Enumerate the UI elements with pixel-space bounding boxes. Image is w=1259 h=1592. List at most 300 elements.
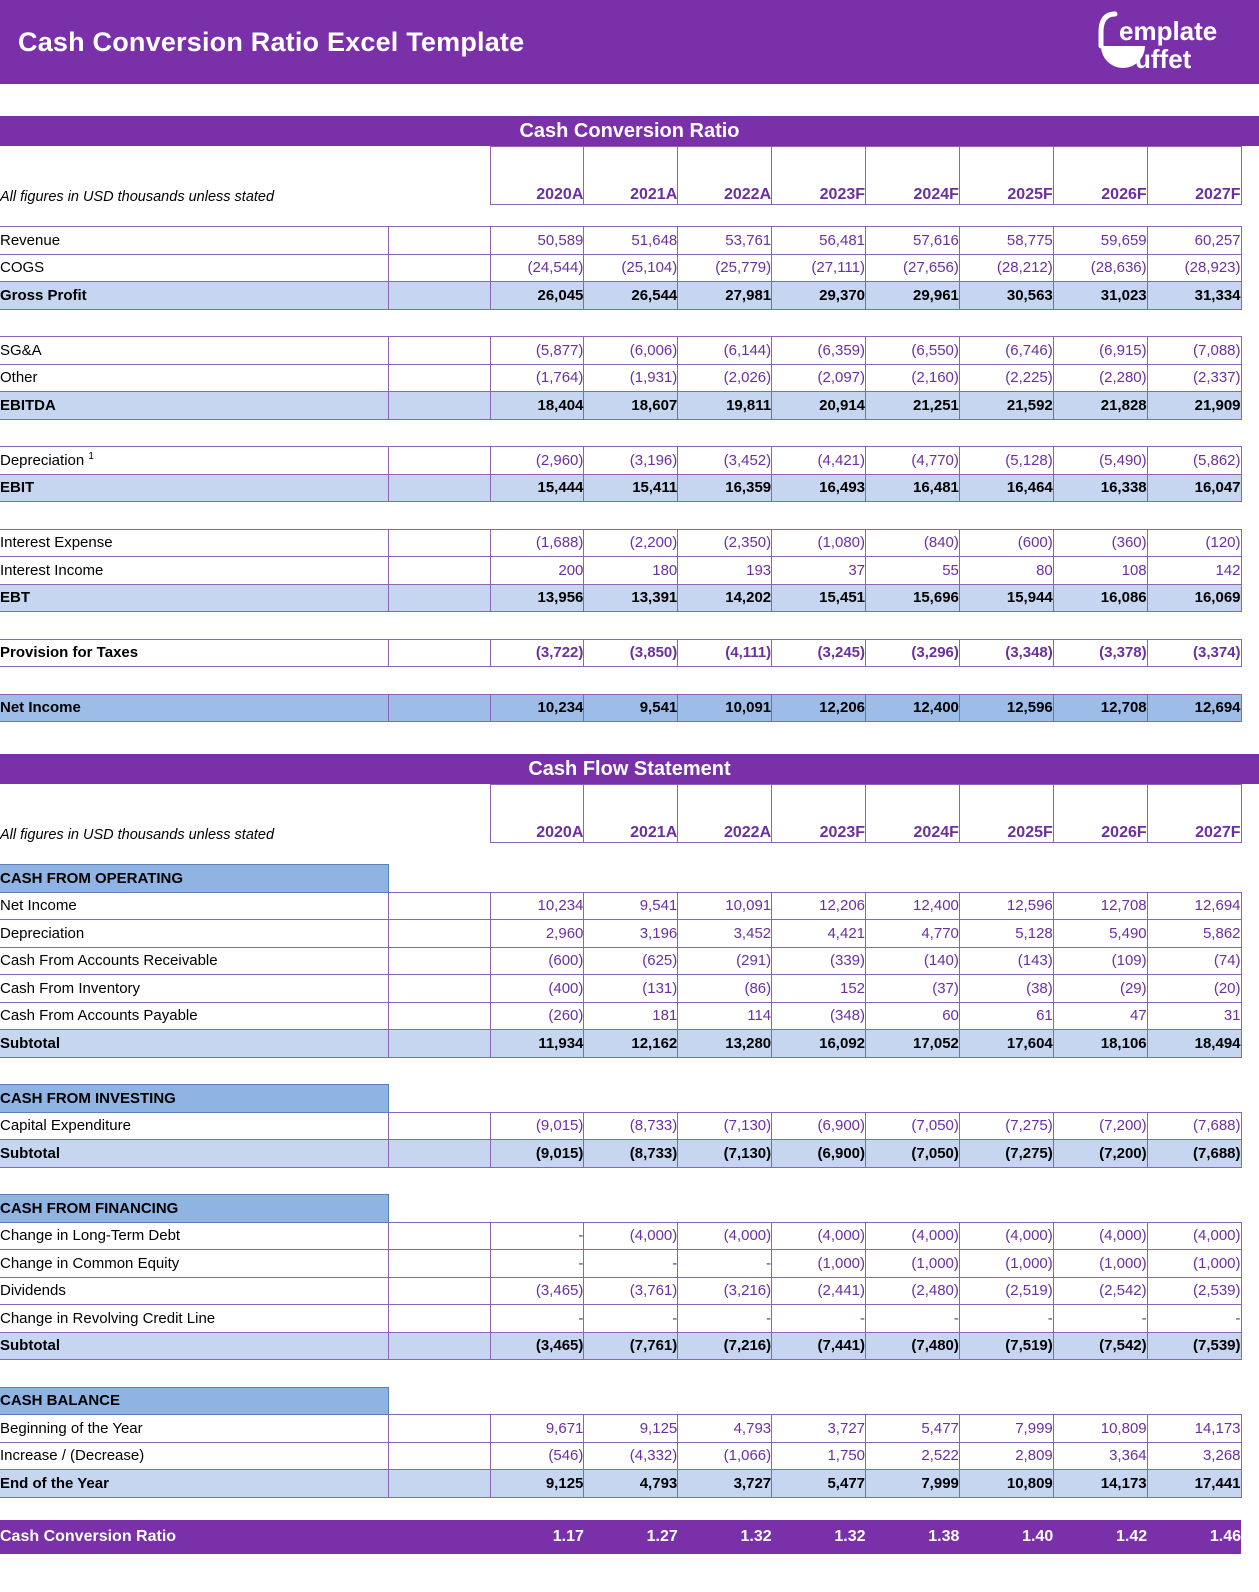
value-cell: (29) [1053, 975, 1147, 1003]
value-cell: 9,671 [490, 1415, 584, 1443]
section-header-filler [388, 1387, 1241, 1415]
logo-text-line1: emplate [1119, 16, 1218, 46]
spacer-column-cell [388, 892, 490, 920]
value-cell: (3,452) [678, 447, 772, 475]
value-cell: (28,212) [959, 254, 1053, 282]
value-cell: (2,026) [678, 364, 772, 392]
value-cell: 5,477 [772, 1470, 866, 1498]
value-cell: (360) [1053, 529, 1147, 557]
value-cell: (6,359) [772, 337, 866, 365]
value-cell: (1,764) [490, 364, 584, 392]
section-header-label: CASH FROM FINANCING [0, 1195, 388, 1223]
value-cell: - [1053, 1305, 1147, 1333]
value-cell: 31,023 [1053, 282, 1147, 310]
value-cell: (1,080) [772, 529, 866, 557]
table-row [0, 529, 1241, 557]
value-cell: (120) [1147, 529, 1241, 557]
value-cell: (3,465) [490, 1332, 584, 1360]
value-cell: (600) [959, 529, 1053, 557]
value-cell: 4,421 [772, 920, 866, 948]
spacer-column-cell [388, 1277, 490, 1305]
section-header-row [0, 1085, 1241, 1113]
ratio-value-cell: 1.17 [552, 1527, 584, 1545]
value-cell: 180 [584, 557, 678, 585]
table-row [0, 1442, 1241, 1470]
row-label: Dividends [0, 1277, 388, 1305]
value-cell: (4,421) [772, 447, 866, 475]
table-row [0, 639, 1241, 667]
table-row [0, 947, 1241, 975]
table-row [0, 227, 1241, 255]
value-cell: 13,391 [584, 584, 678, 612]
row-label: Interest Income [0, 557, 388, 585]
value-cell: 3,727 [678, 1470, 772, 1498]
table-row [0, 364, 1241, 392]
year-header-2021A: 2021A [584, 785, 678, 843]
value-cell: 12,708 [1053, 694, 1147, 722]
value-cell: 16,338 [1053, 474, 1147, 502]
value-cell: (3,722) [490, 639, 584, 667]
value-cell: 7,999 [959, 1415, 1053, 1443]
row-label: Cash From Accounts Receivable [0, 947, 388, 975]
value-cell: 18,106 [1053, 1030, 1147, 1058]
value-cell: 12,694 [1147, 892, 1241, 920]
spacer-column-cell [388, 1470, 490, 1498]
value-cell: (7,480) [866, 1332, 960, 1360]
value-cell: (1,000) [959, 1250, 1053, 1278]
column-header-row [0, 785, 1241, 843]
value-cell: 152 [772, 975, 866, 1003]
value-cell: - [678, 1250, 772, 1278]
spacer-row [0, 667, 1241, 695]
value-cell: 18,607 [584, 392, 678, 420]
table-row [0, 584, 1241, 612]
value-cell: (6,550) [866, 337, 960, 365]
table-row [0, 1222, 1241, 1250]
value-cell: (7,275) [959, 1140, 1053, 1168]
value-cell: 13,956 [490, 584, 584, 612]
value-cell: (2,160) [866, 364, 960, 392]
spacer-row [0, 1167, 1241, 1195]
value-cell: 21,592 [959, 392, 1053, 420]
value-cell: (6,915) [1053, 337, 1147, 365]
value-cell: 16,359 [678, 474, 772, 502]
value-cell: (3,348) [959, 639, 1053, 667]
value-cell: - [678, 1305, 772, 1333]
cash-flow-table [0, 784, 1242, 1498]
table-row [0, 447, 1241, 475]
spacer-cell [0, 612, 1241, 640]
row-label-text: Depreciation [0, 452, 85, 470]
row-label: Beginning of the Year [0, 1415, 388, 1443]
value-cell: 27,981 [678, 282, 772, 310]
row-label: Subtotal [0, 1030, 388, 1058]
value-cell: 47 [1053, 1002, 1147, 1030]
table-row [0, 920, 1241, 948]
spacer-column-cell [388, 1442, 490, 1470]
ratio-label: Cash Conversion Ratio [0, 1527, 177, 1545]
value-cell: (2,350) [678, 529, 772, 557]
value-cell: 1,750 [772, 1442, 866, 1470]
value-cell: (7,761) [584, 1332, 678, 1360]
value-cell: 17,604 [959, 1030, 1053, 1058]
row-label: Subtotal [0, 1140, 388, 1168]
value-cell: - [490, 1305, 584, 1333]
value-cell: 11,934 [490, 1030, 584, 1058]
value-cell: 12,596 [959, 892, 1053, 920]
table-row [0, 1470, 1241, 1498]
section-header-label: CASH FROM INVESTING [0, 1085, 388, 1113]
row-label: Gross Profit [0, 282, 388, 310]
value-cell: (6,900) [772, 1112, 866, 1140]
value-cell: 10,809 [959, 1470, 1053, 1498]
value-cell: (5,128) [959, 447, 1053, 475]
value-cell: 200 [490, 557, 584, 585]
value-cell: 15,411 [584, 474, 678, 502]
value-cell: (109) [1053, 947, 1147, 975]
cash-conversion-ratio-bar [0, 1520, 1241, 1554]
value-cell: (27,656) [866, 254, 960, 282]
income-statement-banner [0, 116, 1259, 146]
table-row [0, 474, 1241, 502]
year-header-2025F: 2025F [959, 785, 1053, 843]
value-cell: (3,374) [1147, 639, 1241, 667]
value-cell: (3,850) [584, 639, 678, 667]
value-cell: (7,200) [1053, 1140, 1147, 1168]
value-cell: (2,539) [1147, 1277, 1241, 1305]
row-label: Capital Expenditure [0, 1112, 388, 1140]
value-cell: (37) [866, 975, 960, 1003]
value-cell: (7,130) [678, 1140, 772, 1168]
value-cell: (3,296) [866, 639, 960, 667]
value-cell: (7,688) [1147, 1112, 1241, 1140]
spacer-cell [0, 1167, 1241, 1195]
value-cell: 12,400 [866, 892, 960, 920]
value-cell: (3,196) [584, 447, 678, 475]
app-title-bar [0, 0, 1259, 84]
value-cell: (5,862) [1147, 447, 1241, 475]
spacer-column-cell [388, 1250, 490, 1278]
value-cell: 15,444 [490, 474, 584, 502]
spacer-row [0, 309, 1241, 337]
value-cell: 3,364 [1053, 1442, 1147, 1470]
spacer-column-cell [388, 975, 490, 1003]
spacer-column-cell [388, 1332, 490, 1360]
row-label: Cash From Accounts Payable [0, 1002, 388, 1030]
value-cell: - [490, 1250, 584, 1278]
table-row [0, 1305, 1241, 1333]
value-cell: (7,519) [959, 1332, 1053, 1360]
value-cell: (6,144) [678, 337, 772, 365]
value-cell: 5,862 [1147, 920, 1241, 948]
table-row [0, 1140, 1241, 1168]
value-cell: (6,746) [959, 337, 1053, 365]
value-cell: 20,914 [772, 392, 866, 420]
value-cell: (6,006) [584, 337, 678, 365]
value-cell: (1,000) [1147, 1250, 1241, 1278]
spacer-column-cell [388, 694, 490, 722]
value-cell: (291) [678, 947, 772, 975]
row-label: Net Income [0, 892, 388, 920]
value-cell: 26,045 [490, 282, 584, 310]
value-cell: (2,960) [490, 447, 584, 475]
year-header-2020A: 2020A [490, 147, 584, 205]
value-cell: 29,961 [866, 282, 960, 310]
row-label: Provision for Taxes [0, 639, 388, 667]
section-header-row [0, 1387, 1241, 1415]
year-header-2027F: 2027F [1147, 785, 1241, 843]
spacer-column-cell [388, 920, 490, 948]
value-cell: 29,370 [772, 282, 866, 310]
value-cell: (8,733) [584, 1140, 678, 1168]
value-cell: 2,809 [959, 1442, 1053, 1470]
value-cell: 57,616 [866, 227, 960, 255]
spacer-cell [0, 667, 1241, 695]
spacer-row [0, 612, 1241, 640]
spacer-column-cell [388, 337, 490, 365]
value-cell: (1,688) [490, 529, 584, 557]
value-cell: 21,251 [866, 392, 960, 420]
value-cell: (4,332) [584, 1442, 678, 1470]
value-cell: 80 [959, 557, 1053, 585]
value-cell: (1,000) [1053, 1250, 1147, 1278]
row-label: Change in Revolving Credit Line [0, 1305, 388, 1333]
year-header-2022A: 2022A [678, 785, 772, 843]
row-label: EBT [0, 584, 388, 612]
value-cell: - [959, 1305, 1053, 1333]
template-buffet-logo [1083, 6, 1233, 78]
value-cell: 17,052 [866, 1030, 960, 1058]
year-header-2023F: 2023F [772, 785, 866, 843]
figures-note: All figures in USD thousands unless stated [0, 826, 275, 843]
row-label: EBIT [0, 474, 388, 502]
year-header-2026F: 2026F [1053, 785, 1147, 843]
value-cell: 10,234 [490, 892, 584, 920]
value-cell: (7,275) [959, 1112, 1053, 1140]
value-cell: (625) [584, 947, 678, 975]
value-cell: (7,050) [866, 1140, 960, 1168]
row-label: Cash From Inventory [0, 975, 388, 1003]
value-cell: (2,519) [959, 1277, 1053, 1305]
value-cell: 9,541 [584, 892, 678, 920]
spacer-above-ratio-bar [0, 1498, 1259, 1520]
value-cell: (7,539) [1147, 1332, 1241, 1360]
value-cell: (4,000) [678, 1222, 772, 1250]
year-header-2026F: 2026F [1053, 147, 1147, 205]
cash-flow-title: Cash Flow Statement [528, 757, 731, 780]
spacer-column-cell [388, 227, 490, 255]
value-cell: (24,544) [490, 254, 584, 282]
spacer-between-statements [0, 722, 1259, 754]
value-cell: 5,128 [959, 920, 1053, 948]
table-row [0, 282, 1241, 310]
row-label: Depreciation [0, 920, 388, 948]
value-cell: (2,097) [772, 364, 866, 392]
row-label: Net Income [0, 694, 388, 722]
value-cell: 3,727 [772, 1415, 866, 1443]
value-cell: 5,490 [1053, 920, 1147, 948]
value-cell: (143) [959, 947, 1053, 975]
value-cell: 12,694 [1147, 694, 1241, 722]
row-label: Revenue [0, 227, 388, 255]
value-cell: (86) [678, 975, 772, 1003]
value-cell: (3,245) [772, 639, 866, 667]
ratio-value-cell: 1.42 [1115, 1527, 1148, 1545]
value-cell: (348) [772, 1002, 866, 1030]
value-cell: 16,047 [1147, 474, 1241, 502]
income-statement-table [0, 146, 1242, 722]
value-cell: 16,069 [1147, 584, 1241, 612]
value-cell: 7,999 [866, 1470, 960, 1498]
spacer-row [0, 502, 1241, 530]
value-cell: 56,481 [772, 227, 866, 255]
value-cell: 18,494 [1147, 1030, 1241, 1058]
value-cell: 15,944 [959, 584, 1053, 612]
spacer-column-cell [388, 584, 490, 612]
value-cell: 16,464 [959, 474, 1053, 502]
value-cell: (7,200) [1053, 1112, 1147, 1140]
spacer-row [0, 205, 1241, 227]
value-cell: 193 [678, 557, 772, 585]
value-cell: 9,125 [584, 1415, 678, 1443]
value-cell: (5,877) [490, 337, 584, 365]
value-cell: (400) [490, 975, 584, 1003]
value-cell: - [1147, 1305, 1241, 1333]
value-cell: - [584, 1250, 678, 1278]
ratio-value-cell: 1.27 [646, 1527, 678, 1545]
row-label: Other [0, 364, 388, 392]
value-cell: 14,173 [1053, 1470, 1147, 1498]
value-cell: 3,196 [584, 920, 678, 948]
spacer-column-cell [388, 1305, 490, 1333]
value-cell: 60,257 [1147, 227, 1241, 255]
year-header-2024F: 2024F [866, 785, 960, 843]
value-cell: (9,015) [490, 1112, 584, 1140]
value-cell: (6,900) [772, 1140, 866, 1168]
value-cell: (25,779) [678, 254, 772, 282]
value-cell: 9,125 [490, 1470, 584, 1498]
value-cell: - [772, 1305, 866, 1333]
value-cell: 114 [678, 1002, 772, 1030]
value-cell: 10,234 [490, 694, 584, 722]
value-cell: 21,828 [1053, 392, 1147, 420]
section-header-filler [388, 1195, 1241, 1223]
value-cell: 2,960 [490, 920, 584, 948]
value-cell: (3,761) [584, 1277, 678, 1305]
spacer-row [0, 1360, 1241, 1388]
value-cell: (4,000) [584, 1222, 678, 1250]
value-cell: 4,770 [866, 920, 960, 948]
logo-artwork [1083, 6, 1233, 78]
ratio-value-cell: 1.32 [740, 1527, 772, 1545]
ratio-value-cell: 1.38 [928, 1527, 960, 1545]
value-cell: - [490, 1222, 584, 1250]
value-cell: 18,404 [490, 392, 584, 420]
value-cell: 9,541 [584, 694, 678, 722]
value-cell: (28,636) [1053, 254, 1147, 282]
value-cell: 37 [772, 557, 866, 585]
spacer-row [0, 843, 1241, 865]
value-cell: (7,441) [772, 1332, 866, 1360]
value-cell: (7,688) [1147, 1140, 1241, 1168]
value-cell: (2,337) [1147, 364, 1241, 392]
value-cell: 12,596 [959, 694, 1053, 722]
value-cell: 16,092 [772, 1030, 866, 1058]
spacer-cell [0, 502, 1241, 530]
spacer-column-cell [388, 1002, 490, 1030]
section-header-label: CASH BALANCE [0, 1387, 388, 1415]
value-cell: (5,490) [1053, 447, 1147, 475]
spacer-row [0, 419, 1241, 447]
value-cell: (3,378) [1053, 639, 1147, 667]
table-row [0, 1250, 1241, 1278]
value-cell: - [584, 1305, 678, 1333]
table-row [0, 1277, 1241, 1305]
value-cell: (7,088) [1147, 337, 1241, 365]
spacer-column-cell [388, 1140, 490, 1168]
value-cell: 60 [866, 1002, 960, 1030]
ratio-value-cell: 1.32 [834, 1527, 866, 1545]
row-label: Change in Common Equity [0, 1250, 388, 1278]
value-cell: 4,793 [678, 1415, 772, 1443]
value-cell: 3,268 [1147, 1442, 1241, 1470]
value-cell: - [866, 1305, 960, 1333]
year-header-2027F: 2027F [1147, 147, 1241, 205]
spacer-column-cell [388, 282, 490, 310]
section-header-filler [388, 1085, 1241, 1113]
value-cell: (4,000) [1147, 1222, 1241, 1250]
spacer-column-cell [388, 1112, 490, 1140]
value-cell: (7,542) [1053, 1332, 1147, 1360]
value-cell: 15,451 [772, 584, 866, 612]
value-cell: 61 [959, 1002, 1053, 1030]
table-row [0, 1030, 1241, 1058]
value-cell: 108 [1053, 557, 1147, 585]
value-cell: (1,931) [584, 364, 678, 392]
value-cell: 10,091 [678, 892, 772, 920]
income-statement-title: Cash Conversion Ratio [519, 119, 740, 142]
row-label [0, 447, 388, 475]
page-title: Cash Conversion Ratio Excel Template [18, 26, 525, 57]
value-cell: 58,775 [959, 227, 1053, 255]
value-cell: (2,480) [866, 1277, 960, 1305]
table-row [0, 392, 1241, 420]
spacer-cell [0, 1360, 1241, 1388]
section-header-label: CASH FROM OPERATING [0, 865, 388, 893]
value-cell: 14,173 [1147, 1415, 1241, 1443]
value-cell: (339) [772, 947, 866, 975]
value-cell: (9,015) [490, 1140, 584, 1168]
value-cell: (840) [866, 529, 960, 557]
value-cell: 16,086 [1053, 584, 1147, 612]
value-cell: 12,400 [866, 694, 960, 722]
section-header-row [0, 865, 1241, 893]
value-cell: (28,923) [1147, 254, 1241, 282]
value-cell: 31,334 [1147, 282, 1241, 310]
spacer-cell [0, 1057, 1241, 1085]
row-label: Subtotal [0, 1332, 388, 1360]
value-cell: (4,111) [678, 639, 772, 667]
value-cell: 55 [866, 557, 960, 585]
value-cell: 181 [584, 1002, 678, 1030]
value-cell: 53,761 [678, 227, 772, 255]
table-row [0, 1002, 1241, 1030]
value-cell: (1,000) [772, 1250, 866, 1278]
column-header-row [0, 147, 1241, 205]
year-header-2022A: 2022A [678, 147, 772, 205]
year-header-2023F: 2023F [772, 147, 866, 205]
ratio-row [0, 1520, 1241, 1554]
